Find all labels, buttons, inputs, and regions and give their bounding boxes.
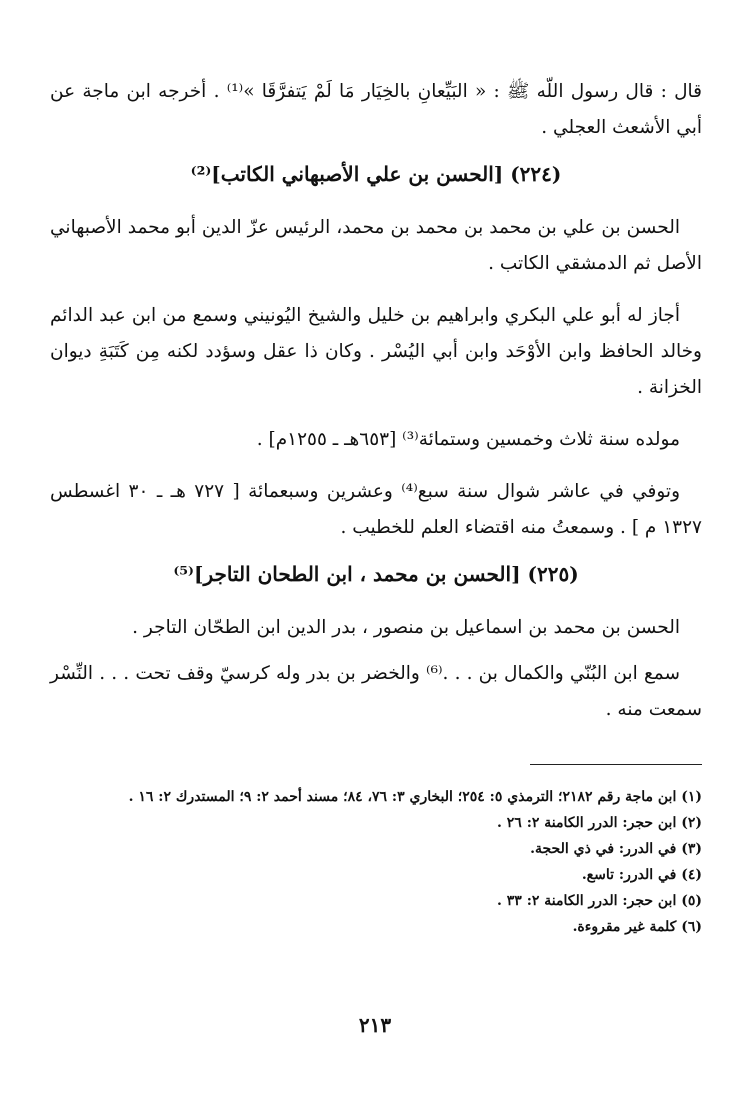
entry-224-heading: (٢٢٤) [الحسن بن علي الأصبهاني الكاتب]⁽²⁾ [190, 162, 562, 186]
entry-225-teachers-paragraph: سمع ابن البُنّي والكمال بن . . .⁽⁶⁾ والخضر بن بدر وله كرسيّ وقف تحت . . . النِّسْر سمعت منه . [50, 663, 702, 720]
entry-224-teachers-paragraph: أجاز له أبو علي البكري وابراهيم بن خليل والشيخ اليُونيني وسمع من ابن عبد الدائم وخالد الحافظ وابن الأوْحَد وابن أبي اليُسْر . وكان ذا عقل وسؤدد لكنه مِن كَتَبَةِ ديوان الخزانة . [50, 305, 702, 398]
footnote-1: (١) ابن ماجة رقم ٢١٨٢؛ الترمذي ٥: ٢٥٤؛ البخاري ٣: ٧٦، ٨٤؛ مسند أحمد ٢: ٩؛ المستدرك ٢: ١٦ . [128, 789, 702, 805]
footnote-5: (٥) ابن حجر: الدرر الكامنة ٢: ٣٣ . [497, 893, 702, 909]
entry-225-name-paragraph: الحسن بن محمد بن اسماعيل بن منصور ، بدر الدين ابن الطحّان التاجر . [132, 617, 680, 638]
footnote-3: (٣) في الدرر: في ذي الحجة. [530, 841, 702, 857]
footnote-separator [530, 764, 702, 765]
entry-225-heading: (٢٢٥) [الحسن بن محمد ، ابن الطحان التاجر]⁽⁵⁾ [173, 562, 579, 586]
footnotes [50, 786, 702, 942]
intro-paragraph: قال : قال رسول اللّه ﷺ : « البَيِّعانِ بالخِيَار مَا لَمْ يَتفرَّقَا »⁽¹⁾ . أخرجه ابن ماجة عن أبي الأشعث العجلي . [50, 81, 702, 138]
main-text [50, 74, 702, 744]
page-number: ٢١٣ [358, 1013, 392, 1037]
footnote-6: (٦) كلمة غير مقروءة. [572, 919, 702, 935]
footnote-2: (٢) ابن حجر: الدرر الكامنة ٢: ٢٦ . [497, 815, 702, 831]
entry-224-name-paragraph: الحسن بن علي بن محمد بن محمد بن محمد، الرئيس عزّ الدين أبو محمد الأصبهاني الأصل ثم الدمشقي الكاتب . [50, 217, 702, 274]
footnote-4: (٤) في الدرر: تاسع. [581, 867, 702, 883]
entry-224-birth-paragraph: مولده سنة ثلاث وخمسين وستمائة⁽³⁾ [٦٥٣هـ ـ ١٢٥٥م] . [256, 429, 680, 450]
entry-224-death-paragraph: وتوفي في عاشر شوال سنة سبع⁽⁴⁾ وعشرين وسبعمائة [ ٧٢٧ هـ ـ ٣٠ اغسطس ١٣٢٧ م ] . وسمعتُ منه اقتضاء العلم للخطيب . [50, 481, 702, 538]
